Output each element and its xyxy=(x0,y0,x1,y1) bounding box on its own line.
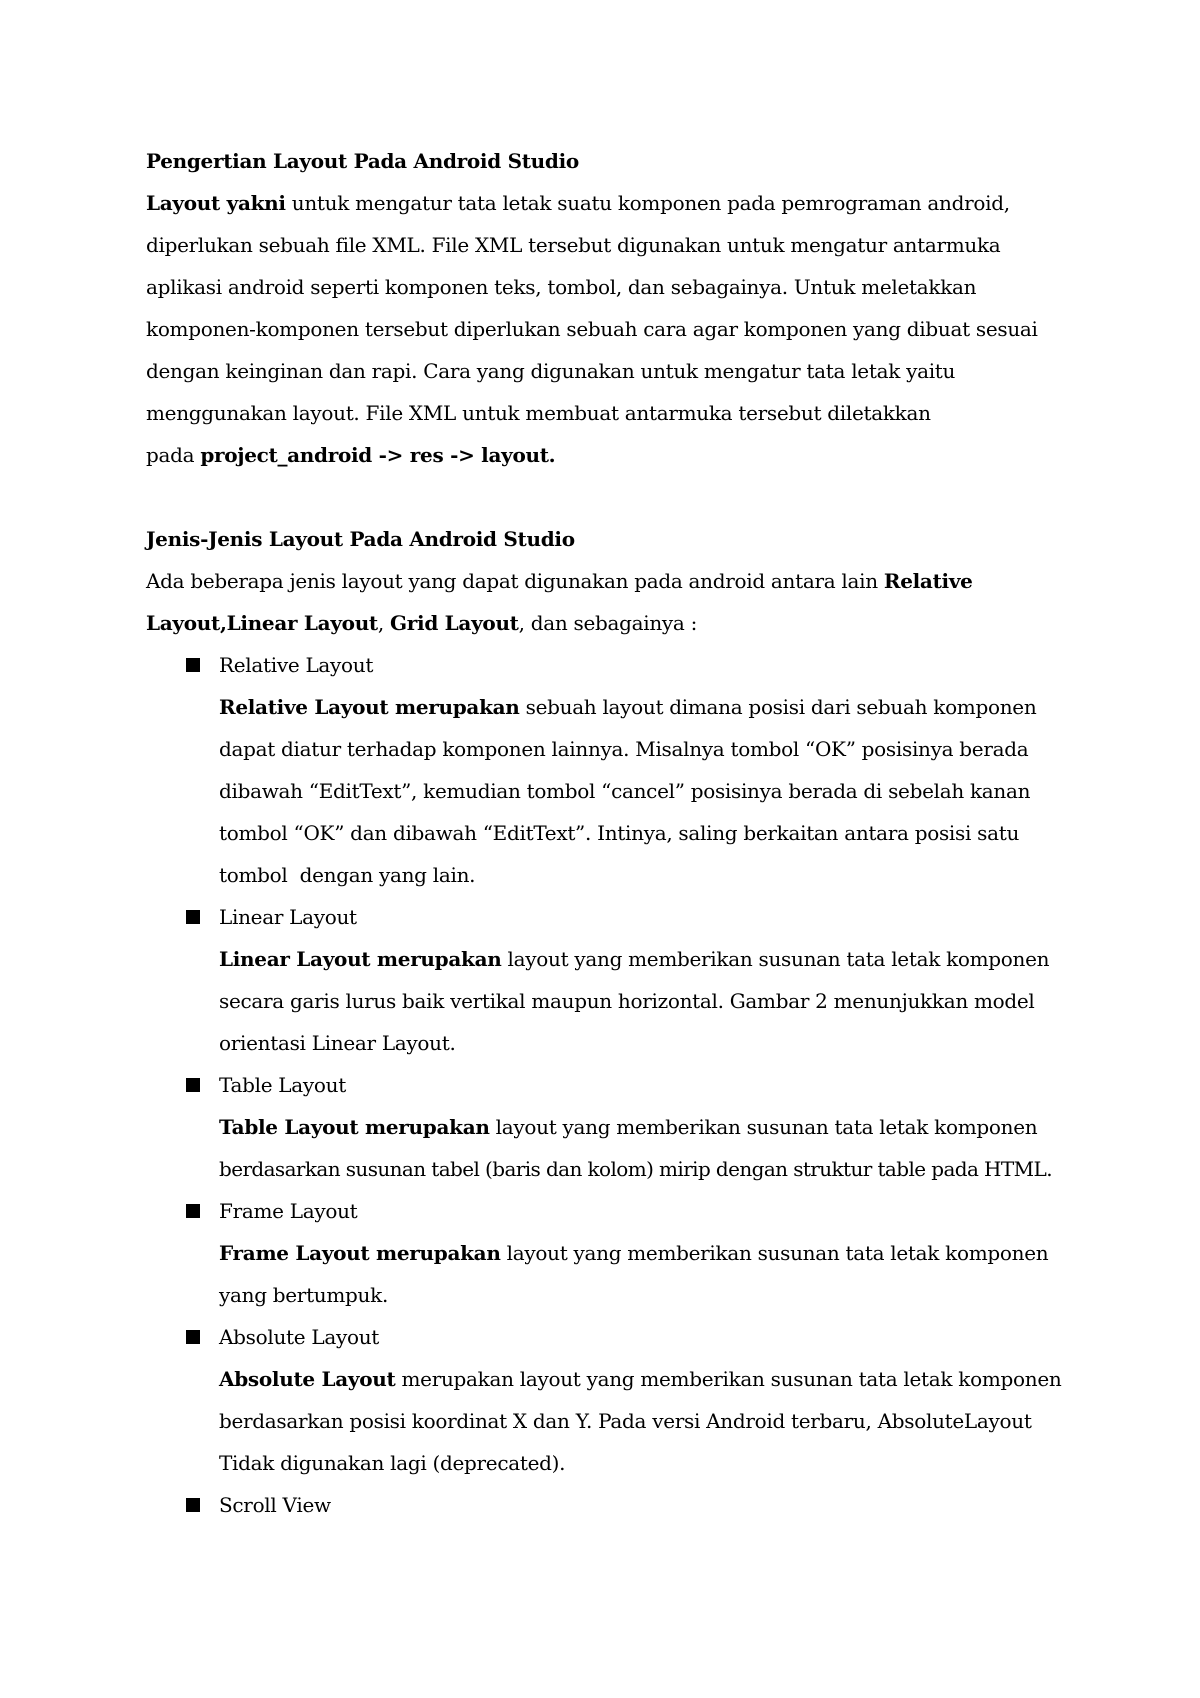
section-heading: Jenis-Jenis Layout Pada Android Studio xyxy=(146,527,575,551)
list-item-line: Frame Layout merupakan layout yang memberikan susunan tata letak komponen xyxy=(219,1241,1049,1265)
list-item-line: dapat diatur terhadap komponen lainnya. Misalnya tombol “OK” posisinya berada xyxy=(219,737,1029,761)
layout-type-list xyxy=(146,644,1076,1526)
list-item-line: Tidak digunakan lagi (deprecated). xyxy=(219,1451,566,1475)
list-item-line: orientasi Linear Layout. xyxy=(219,1031,456,1055)
section-heading: Pengertian Layout Pada Android Studio xyxy=(146,149,579,173)
list-item-line: Relative Layout merupakan sebuah layout dimana posisi dari sebuah komponen xyxy=(219,695,1037,719)
list-item-line: berdasarkan susunan tabel (baris dan kolom) mirip dengan struktur table pada HTML. xyxy=(219,1157,1052,1181)
list-item-title: Frame Layout xyxy=(219,1199,358,1223)
list-item-line: tombol “OK” dan dibawah “EditText”. Intinya, saling berkaitan antara posisi satu xyxy=(219,821,1020,845)
paragraph-line: komponen-komponen tersebut diperlukan sebuah cara agar komponen yang dibuat sesuai xyxy=(146,317,1038,341)
paragraph-line: aplikasi android seperti komponen teks, tombol, dan sebagainya. Untuk meletakkan xyxy=(146,275,977,299)
list-item xyxy=(146,1316,1076,1484)
list-item xyxy=(146,1484,1076,1526)
list-item-title: Relative Layout xyxy=(219,653,374,677)
paragraph-gap xyxy=(146,476,1076,518)
paragraph-line: diperlukan sebuah file XML. File XML tersebut digunakan untuk mengatur antarmuka xyxy=(146,233,1001,257)
square-bullet-icon xyxy=(186,1204,200,1218)
paragraph-line: Layout yakni untuk mengatur tata letak suatu komponen pada pemrograman android, xyxy=(146,191,1010,215)
list-item xyxy=(146,1190,1076,1316)
paragraph-line: menggunakan layout. File XML untuk membuat antarmuka tersebut diletakkan xyxy=(146,401,931,425)
list-item-line: Linear Layout merupakan layout yang memberikan susunan tata letak komponen xyxy=(219,947,1050,971)
square-bullet-icon xyxy=(186,1078,200,1092)
list-item-line: yang bertumpuk. xyxy=(219,1283,389,1307)
document-content xyxy=(146,140,1076,1526)
list-item xyxy=(146,644,1076,896)
square-bullet-icon xyxy=(186,658,200,672)
list-item-title: Table Layout xyxy=(219,1073,346,1097)
paragraph-line: pada project_android -> res -> layout. xyxy=(146,443,556,467)
intro-line: Layout,Linear Layout, Grid Layout, dan sebagainya : xyxy=(146,611,698,635)
paragraph-line: dengan keinginan dan rapi. Cara yang digunakan untuk mengatur tata letak yaitu xyxy=(146,359,956,383)
square-bullet-icon xyxy=(186,910,200,924)
list-item xyxy=(146,896,1076,1064)
square-bullet-icon xyxy=(186,1498,200,1512)
list-item-line: secara garis lurus baik vertikal maupun horizontal. Gambar 2 menunjukkan model xyxy=(219,989,1035,1013)
list-item-line: Absolute Layout merupakan layout yang memberikan susunan tata letak komponen xyxy=(219,1367,1062,1391)
list-item-title: Scroll View xyxy=(219,1493,331,1517)
section1-paragraph xyxy=(146,182,1076,476)
list-item-line: dibawah “EditText”, kemudian tombol “cancel” posisinya berada di sebelah kanan xyxy=(219,779,1031,803)
list-item-line: berdasarkan posisi koordinat X dan Y. Pada versi Android terbaru, AbsoluteLayout xyxy=(219,1409,1032,1433)
list-item-title: Absolute Layout xyxy=(219,1325,380,1349)
intro-line: Ada beberapa jenis layout yang dapat digunakan pada android antara lain Relative xyxy=(146,569,973,593)
square-bullet-icon xyxy=(186,1330,200,1344)
list-item-line: tombol dengan yang lain. xyxy=(219,863,476,887)
list-item xyxy=(146,1064,1076,1190)
list-item-title: Linear Layout xyxy=(219,905,357,929)
list-item-line: Table Layout merupakan layout yang memberikan susunan tata letak komponen xyxy=(219,1115,1038,1139)
